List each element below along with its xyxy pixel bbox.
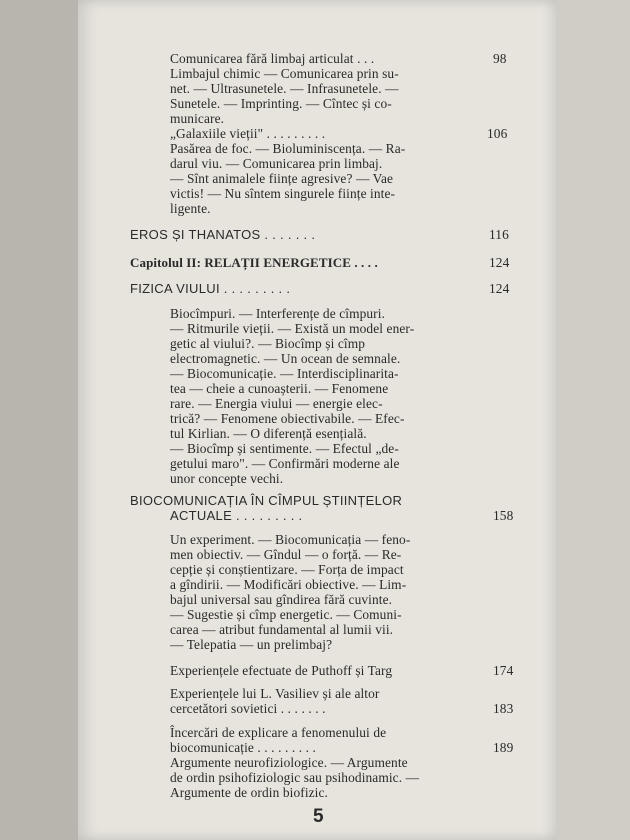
toc-entry-line: a gîndirii. — Modificări obiective. — Lim- [170, 577, 407, 592]
toc-section-title: EROS ȘI THANATOS . . . . . . . [130, 227, 316, 242]
toc-entry-line: — Sugestie și cîmp energetic. — Comuni- [170, 607, 402, 622]
toc-entry-title: Experiențele efectuate de Puthoff și Targ [170, 663, 393, 678]
toc-page-number: 98 [493, 51, 507, 66]
toc-entry-line: net. — Ultrasunetele. — Infrasunetele. — [170, 81, 399, 96]
toc-page-number: 158 [493, 508, 514, 523]
toc-entry-line: Limbajul chimic — Comunicarea prin su- [170, 66, 399, 81]
toc-section-title: FIZICA VIULUI . . . . . . . . . [130, 281, 291, 296]
toc-page-number: 124 [489, 255, 510, 270]
next-page-edge [556, 0, 630, 840]
toc-entry-title: Comunicarea fără limbaj articulat . . . [170, 51, 375, 66]
toc-entry-line: darul viu. — Comunicarea prin limbaj. [170, 156, 383, 171]
toc-page-number: 106 [487, 126, 508, 141]
toc-entry-line: — Telepatia — un prelimbaj? [170, 637, 333, 652]
toc-page-number: 183 [493, 701, 514, 716]
toc-section-title: ACTUALE . . . . . . . . . [170, 508, 303, 523]
toc-entry-line: rare. — Energia viului — energie elec- [170, 396, 383, 411]
toc-entry-line: Un experiment. — Biocomunicația — feno- [170, 532, 411, 547]
toc-entry-line: carea — atribut fundamental al lumii vii. [170, 622, 394, 637]
toc-entry-line: Biocîmpuri. — Interferențe de cîmpuri. [170, 306, 386, 321]
toc-entry-line: — Ritmurile vieții. — Există un model ener- [170, 321, 415, 336]
toc-chapter-title: Capitolul II: RELAȚII ENERGETICE . . . . [130, 255, 378, 270]
toc-entry-line: municare. [170, 111, 225, 126]
toc-entry-line: getic al viului?. — Biocîmp și cîmp [170, 336, 366, 351]
toc-section-title: BIOCOMUNICAȚIA ÎN CÎMPUL ȘTIINȚELOR [130, 493, 403, 508]
toc-entry-line: cercetători sovietici . . . . . . . [170, 701, 326, 716]
toc-entry-title: „Galaxiile vieții" . . . . . . . . . [170, 126, 326, 141]
toc-entry-line: — Biocîmp și sentimente. — Efectul „de- [170, 441, 399, 456]
toc-entry-line: tul Kirlian. — O diferență esențială. [170, 426, 367, 441]
page-number: 5 [313, 806, 324, 827]
toc-entry-line: victis! — Nu sîntem singurele ființe inte- [170, 186, 396, 201]
toc-entry-line: Sunetele. — Imprinting. — Cîntec și co- [170, 96, 392, 111]
toc-entry-line: bajul universal sau gîndirea fără cuvinte. [170, 592, 393, 607]
toc-entry-line: — Biocomunicație. — Interdisciplinarita- [170, 366, 399, 381]
toc-entry-line: ligente. [170, 201, 211, 216]
toc-entry-line: cepție și conștientizare. — Forța de impact [170, 562, 404, 577]
toc-entry-line: unor concepte vechi. [170, 471, 284, 486]
toc-entry-title: Experiențele lui L. Vasiliev și ale altor [170, 686, 380, 701]
toc-entry-title: Încercări de explicare a fenomenului de [170, 725, 387, 740]
toc-entry-line: electromagnetic. — Un ocean de semnale. [170, 351, 401, 366]
toc-entry-line: men obiectiv. — Gîndul — o forță. — Re- [170, 547, 402, 562]
toc-entry-line: biocomunicație . . . . . . . . . [170, 740, 317, 755]
toc-entry-line: Argumente neurofiziologice. — Argumente [170, 755, 408, 770]
toc-page-number: 174 [493, 663, 514, 678]
toc-page-number: 189 [493, 740, 514, 755]
toc-page-number: 116 [489, 227, 509, 242]
toc-entry-line: tea — cheie a cunoașterii. — Fenomene [170, 381, 389, 396]
toc-entry-line: de ordin psihofiziologic sau psihodinamic. — [170, 770, 420, 785]
toc-entry-line: — Sînt animalele ființe agresive? — Vae [170, 171, 394, 186]
toc-entry-line: trică? — Fenomene obiectivabile. — Efec- [170, 411, 405, 426]
toc-page-number: 124 [489, 281, 510, 296]
toc-entry-line: getului maro". — Confirmări moderne ale [170, 456, 400, 471]
toc-entry-line: Pasărea de foc. — Bioluminiscența. — Ra- [170, 141, 406, 156]
toc-entry-line: Argumente de ordin biofizic. [170, 785, 328, 800]
